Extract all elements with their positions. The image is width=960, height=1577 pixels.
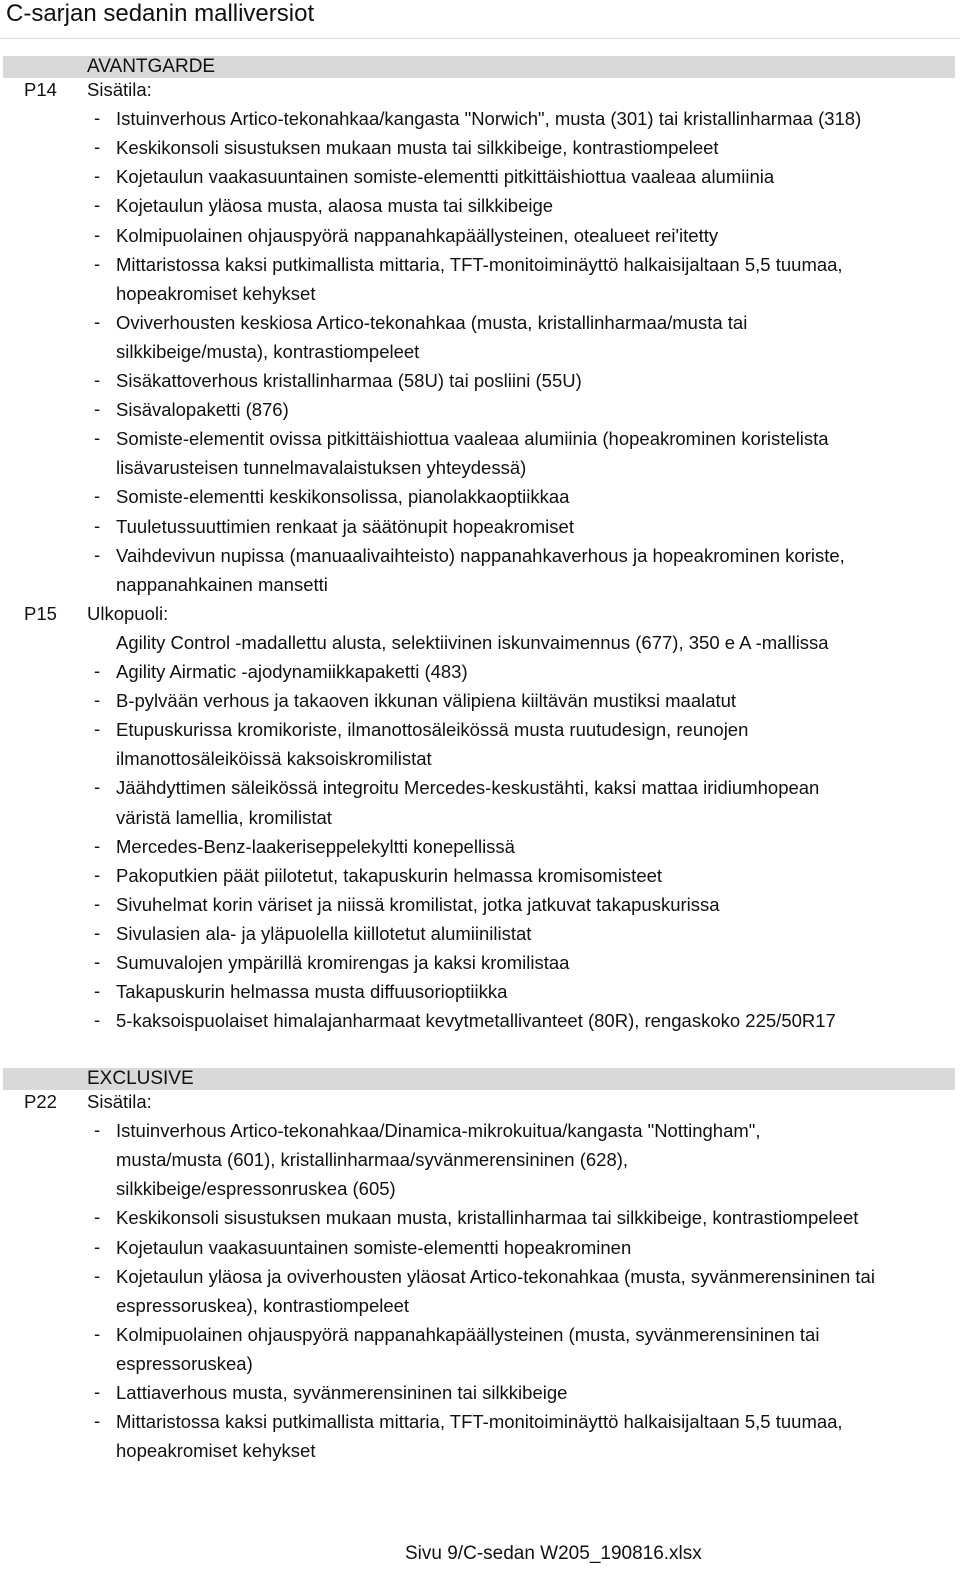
bullet-dash: - xyxy=(94,398,101,420)
item-text: hopeakromiset kehykset xyxy=(116,282,316,304)
item-text: lisävarusteisen tunnelmavalaistuksen yhteydessä) xyxy=(116,457,527,479)
item-text: silkkibeige/musta), kontrastiompeleet xyxy=(116,340,420,362)
bullet-dash: - xyxy=(94,660,101,681)
item-text: Tuuletussuuttimien renkaat ja säätönupit hopeakromiset xyxy=(116,515,574,537)
page-title: C-sarjan sedanin malliversiot xyxy=(6,0,315,27)
item-text: Vaihdevivun nupissa (manuaalivaihteisto) nappanahkaverhous ja hopeakrominen koriste, xyxy=(116,544,845,566)
item-text: Mercedes-Benz-laakeriseppelekyltti konepellissä xyxy=(116,835,515,857)
group-heading: Ulkopuoli: xyxy=(87,602,169,624)
item-text: Mittaristossa kaksi putkimallista mittaria, TFT-monitoiminäyttö halkaisijaltaan 5,5 tuumaa, xyxy=(116,253,843,275)
option-code: P15 xyxy=(24,602,57,624)
option-code: P14 xyxy=(24,79,57,100)
item-text: Kojetaulun vaakasuuntainen somiste-elementti hopeakrominen xyxy=(116,1236,632,1258)
item-text: Keskikonsoli sisustuksen mukaan musta tai silkkibeige, kontrastiompeleet xyxy=(116,137,719,159)
bullet-dash: - xyxy=(94,136,101,158)
item-text: Sumuvalojen ympärillä kromirengas ja kaksi kromilistaa xyxy=(116,952,570,973)
item-text: Etupuskurissa kromikoriste, ilmanottosäleikössä musta ruutudesign, reunojen xyxy=(116,719,749,741)
bullet-dash: - xyxy=(94,834,101,856)
bullet-dash: - xyxy=(94,1381,101,1402)
item-text: hopeakromiset kehykset xyxy=(116,1440,316,1462)
bullet-dash: - xyxy=(94,1264,101,1286)
item-text: B-pylvään verhous ja takaoven ikkunan välipiena kiiltävän mustiksi maalatut xyxy=(116,690,737,712)
bullet-dash: - xyxy=(94,1322,101,1344)
bullet-dash: - xyxy=(94,223,101,245)
item-text: Somiste-elementti keskikonsolissa, pianolakkaoptiikkaa xyxy=(116,486,570,508)
bullet-dash: - xyxy=(94,689,101,711)
item-text: Pakoputkien päät piilotetut, takapuskurin helmassa kromisomisteet xyxy=(116,864,663,886)
item-text: Somiste-elementit ovissa pitkittäishiottua vaaleaa alumiinia (hopeakrominen koristelista xyxy=(116,428,829,450)
option-code: P22 xyxy=(24,1091,57,1112)
item-text: Agility Control -madallettu alusta, selektiivinen iskunvaimennus (677), 350 e A -mallissa xyxy=(116,631,829,653)
item-text: ilmanottosäleiköissä kaksoiskromilistat xyxy=(116,748,432,770)
item-text: Kolmipuolainen ohjauspyörä nappanahkapäällysteinen (musta, syvänmerensininen tai xyxy=(116,1323,820,1345)
item-text: nappanahkainen mansetti xyxy=(116,573,328,595)
bullet-dash: - xyxy=(94,194,101,216)
section-title: AVANTGARDE xyxy=(87,56,216,77)
item-text: Mittaristossa kaksi putkimallista mittaria, TFT-monitoiminäyttö halkaisijaltaan 5,5 tuumaa, xyxy=(116,1411,843,1433)
item-text: Sisäkattoverhous kristallinharmaa (58U) tai posliini (55U) xyxy=(116,370,582,391)
item-text: väristä lamellia, kromilistat xyxy=(116,806,332,828)
item-text: silkkibeige/espressonruskea (605) xyxy=(116,1178,396,1200)
bullet-dash: - xyxy=(94,1009,101,1031)
bullet-dash: - xyxy=(94,776,101,798)
group-heading: Sisätila: xyxy=(87,79,152,100)
title-divider xyxy=(0,38,960,39)
bullet-dash: - xyxy=(94,921,101,943)
bullet-dash: - xyxy=(94,543,101,565)
bullet-dash: - xyxy=(94,107,101,129)
item-text: 5-kaksoispuolaiset himalajanharmaat kevytmetallivanteet (80R), rengaskoko 225/50R17 xyxy=(116,1010,836,1032)
item-text: Istuinverhous Artico-tekonahkaa/Dinamica-mikrokuitua/kangasta "Nottingham", xyxy=(116,1120,761,1142)
bullet-dash: - xyxy=(94,951,101,972)
item-text: espressoruskea), kontrastiompeleet xyxy=(116,1294,410,1316)
bullet-dash: - xyxy=(94,310,101,332)
bullet-dash: - xyxy=(94,892,101,914)
item-text: Keskikonsoli sisustuksen mukaan musta, kristallinharmaa tai silkkibeige, kontrastiompeleet xyxy=(116,1207,859,1229)
item-text: Lattiaverhous musta, syvänmerensininen tai silkkibeige xyxy=(116,1382,568,1403)
item-text: Agility Airmatic -ajodynamiikkapaketti (483) xyxy=(116,661,468,682)
item-text: Oviverhousten keskiosa Artico-tekonahkaa (musta, kristallinharmaa/musta tai xyxy=(116,311,748,333)
item-text: Sivuhelmat korin väriset ja niissä kromilistat, jotka jatkuvat takapuskurissa xyxy=(116,893,720,915)
bullet-dash: - xyxy=(94,427,101,449)
item-text: Takapuskurin helmassa musta diffuusorioptiikka xyxy=(116,981,508,1003)
page-footer: Sivu 9/C-sedan W205_190816.xlsx xyxy=(405,1543,702,1564)
bullet-dash: - xyxy=(94,165,101,187)
bullet-dash: - xyxy=(94,863,101,885)
item-text: Kojetaulun yläosa ja oviverhousten yläosat Artico-tekonahkaa (musta, syvänmerensininen tai xyxy=(116,1265,875,1287)
bullet-dash: - xyxy=(94,718,101,740)
section-title: EXCLUSIVE xyxy=(87,1068,194,1089)
item-text: Sisävalopaketti (876) xyxy=(116,399,289,421)
bullet-dash: - xyxy=(94,485,101,507)
bullet-dash: - xyxy=(94,369,101,390)
item-text: Kolmipuolainen ohjauspyörä nappanahkapäällysteinen, otealueet rei'itetty xyxy=(116,224,719,246)
bullet-dash: - xyxy=(94,980,101,1002)
bullet-dash: - xyxy=(94,1206,101,1228)
item-text: musta/musta (601), kristallinharmaa/syvänmerensininen (628), xyxy=(116,1149,629,1171)
item-text: Sivulasien ala- ja yläpuolella kiillotetut alumiinilistat xyxy=(116,922,532,944)
bullet-dash: - xyxy=(94,252,101,274)
item-text: espressoruskea) xyxy=(116,1352,253,1374)
item-text: Istuinverhous Artico-tekonahkaa/kangasta "Norwich", musta (301) tai kristallinharmaa (318) xyxy=(116,108,862,130)
bullet-dash: - xyxy=(94,1119,101,1141)
bullet-dash: - xyxy=(94,1235,101,1257)
item-text: Kojetaulun vaakasuuntainen somiste-elementti pitkittäishiottua vaaleaa alumiinia xyxy=(116,166,775,188)
item-text: Jäähdyttimen säleikössä integroitu Mercedes-keskustähti, kaksi mattaa iridiumhopean xyxy=(116,777,820,799)
item-text: Kojetaulun yläosa musta, alaosa musta tai silkkibeige xyxy=(116,195,554,217)
bullet-dash: - xyxy=(94,1410,101,1432)
group-heading: Sisätila: xyxy=(87,1091,152,1112)
bullet-dash: - xyxy=(94,514,101,536)
